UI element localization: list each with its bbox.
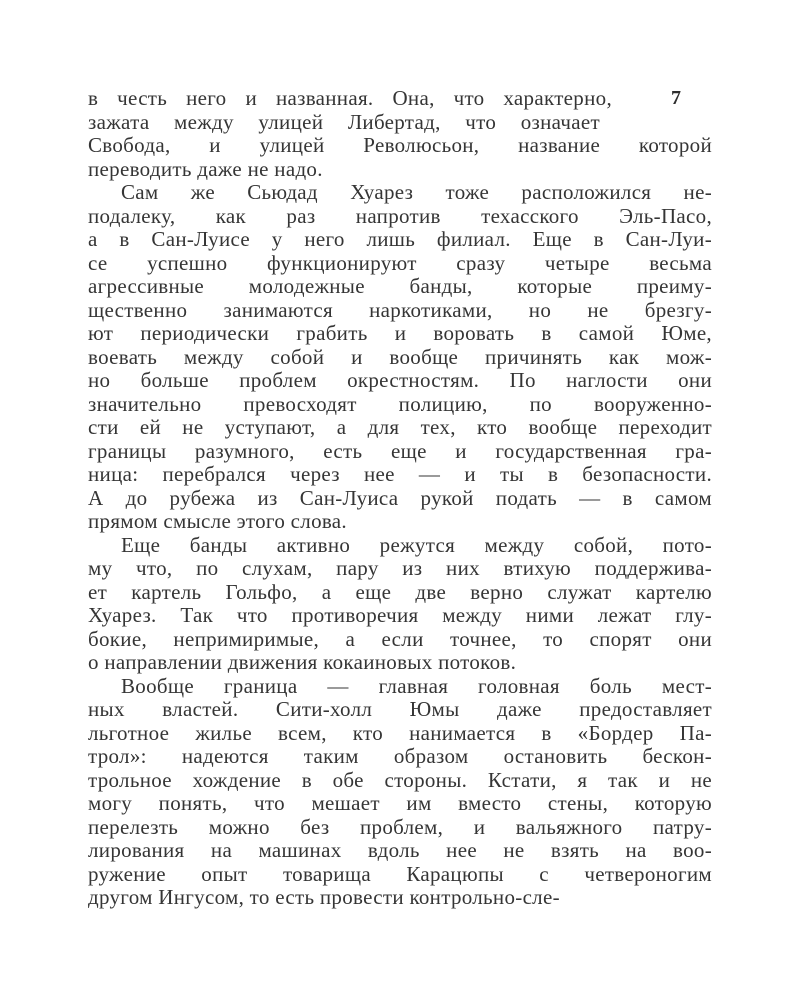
- text-line: се успешно функционируют сразу четыре весьма: [88, 250, 712, 275]
- text-line: бокие, непримиримые, а если точнее, то спорят они: [88, 626, 712, 651]
- paragraph: [88, 87, 712, 181]
- text-line: Вообще граница — главная головная боль мест-: [121, 673, 712, 698]
- text-line: му что, по слухам, пару из них втихую поддержива-: [88, 556, 712, 580]
- text-line: агрессивные молодежные банды, которые преиму-: [88, 274, 712, 298]
- text-line: другом Ингусом, то есть провести контрольно-сле-: [88, 885, 560, 909]
- text-line: границы разумного, есть еще и государственная гра-: [88, 438, 712, 463]
- text-line: ных властей. Сити-холл Юмы даже предоставляет: [88, 697, 712, 721]
- text-line: льготное жилье всем, кто нанимается в «Бордер Па-: [88, 720, 712, 745]
- text-block: [88, 87, 712, 910]
- text-line: трольное хождение в обе стороны. Кстати, я так и не: [88, 767, 712, 792]
- text-line: воевать между собой и вообще причинять как мож-: [88, 344, 712, 369]
- page-number: 7: [671, 87, 681, 109]
- text-line: подалеку, как раз напротив техасского Эль-Пасо,: [88, 203, 712, 228]
- text-line: Еще банды активно режутся между собой, пото-: [121, 532, 712, 557]
- text-line: Свобода, и улицей Революсьон, название которой: [88, 133, 712, 157]
- text-line: А до рубежа из Сан-Луиса рукой подать — в самом: [88, 485, 712, 510]
- text-line: ница: перебрался через нее — и ты в безопасности.: [88, 462, 712, 486]
- text-line: а в Сан-Луисе у него лишь филиал. Еще в Сан-Луи-: [88, 227, 712, 251]
- text-line: но больше проблем окрестностям. По наглости они: [88, 368, 712, 392]
- text-line: зажата между улицей Либертад, что означает: [88, 109, 600, 134]
- text-line: в честь него и названная. Она, что характерно,: [88, 86, 612, 110]
- text-line: ружение опыт товарища Карацюпы с четвероногим: [88, 861, 712, 886]
- paragraph: [88, 181, 712, 534]
- text-line: могу понять, что мешает им вместо стены, которую: [88, 791, 712, 815]
- text-line: сти ей не уступают, а для тех, кто вообще переходит: [88, 415, 712, 439]
- paragraph: [88, 534, 712, 675]
- text-line: ет картель Гольфо, а еще две верно служат картелю: [88, 579, 712, 604]
- text-line: переводить даже не надо.: [88, 156, 323, 181]
- text-line: Сам же Сьюдад Хуарез тоже расположился не-: [121, 180, 712, 204]
- text-line: трол»: надеются таким образом остановить бескон-: [88, 744, 712, 768]
- text-line: лирования на машинах вдоль нее не взять на воо-: [88, 838, 712, 862]
- paragraph: [88, 675, 712, 910]
- text-line: щественно занимаются наркотиками, но не брезгу-: [88, 297, 712, 322]
- text-line: о направлении движения кокаиновых потоков.: [88, 650, 517, 674]
- text-line: Хуарез. Так что противоречия между ними лежат глу-: [88, 603, 712, 627]
- text-line: перелезть можно без проблем, и вальяжного патру-: [88, 814, 712, 839]
- text-line: значительно превосходят полицию, по вооруженно-: [88, 391, 712, 416]
- text-line: прямом смысле этого слова.: [88, 509, 347, 533]
- text-line: ют периодически грабить и воровать в самой Юме,: [88, 321, 712, 345]
